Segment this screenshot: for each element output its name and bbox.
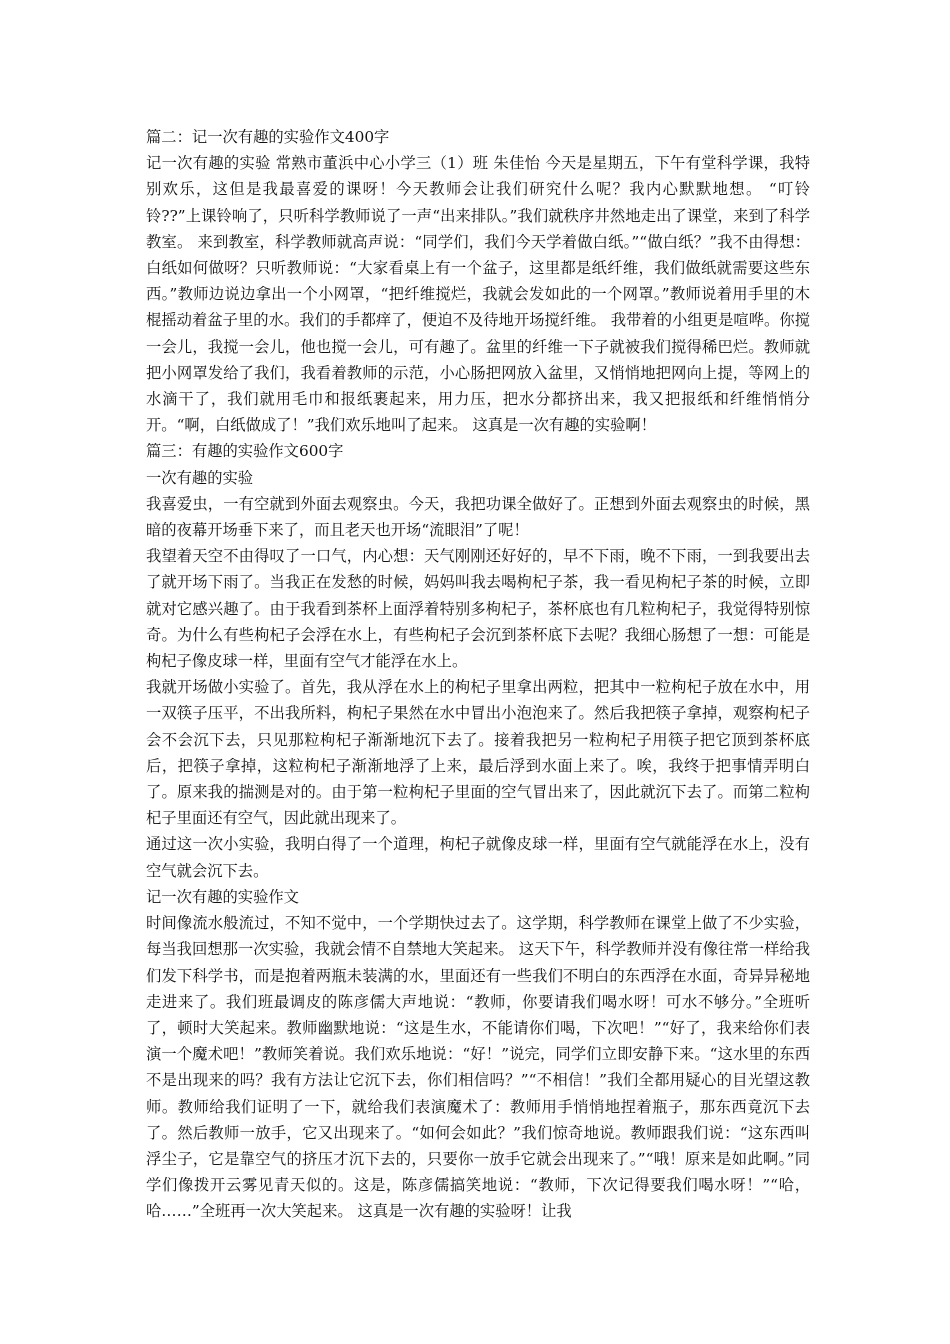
essay-3-paragraph-2: 我望着天空不由得叹了一口气，内心想：天气刚刚还好好的，早不下雨，晚不下雨，一到我要出去了就开场下雨了。当我正在发愁的时候，妈妈叫我去喝枸杞子茶，我一看见枸杞子茶的时候，立即就对它感兴趣了。由于我看到茶杯上面浮着特别多枸杞子，茶杯底也有几粒枸杞子，我觉得特别惊奇。为什么有些枸杞子会浮在水上，有些枸杞子会沉到茶杯底下去呢？我细心肠想了一想：可能是枸杞子像皮球一样，里面有空气才能浮在水上。 — [146, 547, 810, 671]
section-heading-2: 篇二：记一次有趣的实验作文400字 — [146, 128, 390, 146]
document-body — [146, 124, 810, 1225]
essay-3-title: 一次有趣的实验 — [146, 468, 254, 487]
essay-3-paragraph-4: 通过这一次小实验，我明白得了一个道理，枸杞子就像皮球一样，里面有空气就能浮在水上，没有空气就会沉下去。 — [146, 835, 810, 880]
essay-4-paragraph: 时间像流水般流过，不知不觉中，一个学期快过去了。这学期，科学教师在课堂上做了不少实验，每当我回想那一次实验，我就会情不自禁地大笑起来。 这天下午，科学教师并没有像往常一样给我们发下科学书，而是抱着两瓶未装满的水，里面还有一些我们不明白的东西浮在水面，奇异异秘地走进来了。我们班最调皮的陈彦儒大声地说：“教师，你要请我们喝水呀！可水不够分。”全班听了，顿时大笑起来。教师幽默地说：“这是生水，不能请你们喝，下次吧！”“好了，我来给你们表演一个魔术吧！”教师笑着说。我们欢乐地说：“好！”说完，同学们立即安静下来。“这水里的东西不是出现来的吗？我有方法让它沉下去，你们相信吗？”“不相信！”我们全都用疑心的目光望这教师。教师给我们证明了一下，就给我们表演魔术了：教师用手悄悄地捏着瓶子，那东西竟沉下去了。然后教师一放手，它又出现来了。“如何会如此？”我们惊奇地说。教师跟我们说：“这东西叫浮尘子，它是靠空气的挤压才沉下去的，只要你一放手它就会出现来了。”“哦！原来是如此啊。”同学们像拨开云雾见青天似的。这是，陈彦儒搞笑地说：“教师，下次记得要我们喝水呀！”“哈，哈……”全班再一次大笑起来。 这真是一次有趣的实验呀！让我 — [146, 914, 810, 1221]
essay-4-title: 记一次有趣的实验作文 — [146, 887, 299, 906]
essay-2-paragraph: 记一次有趣的实验 常熟市董浜中心小学三（1）班 朱佳怡 今天是星期五，下午有堂科学课，我特别欢乐，这但是我最喜爱的课呀！今天教师会让我们研究什么呢？我内心默默地想。 “叮铃铃??”上课铃响了，只听科学教师说了一声“出来排队。”我们就秩序井然地走出了课堂，来到了科学教室。 来到教室，科学教师就高声说：“同学们，我们今天学着做白纸。”“做白纸？”我不由得想：白纸如何做呀？只听教师说：“大家看桌上有一个盆子，这里都是纸纤维，我们做纸就需要这些东西。”教师边说边拿出一个小网罩，“把纤维搅烂，我就会发如此的一个网罩。”教师说着用手里的木棍摇动着盆子里的水。我们的手都痒了，便迫不及待地开场搅纤维。 我带着的小组更是喧哗。你搅一会儿，我搅一会儿，他也搅一会儿，可有趣了。盆里的纤维一下子就被我们搅得稀巴烂。教师就把小网罩发给了我们，我看着教师的示范，小心肠把网放入盆里，又悄悄地把网向上提，等网上的水滴干了，我们就用毛巾和报纸裹起来，用力压，把水分都挤出来，我又把报纸和纤维悄悄分开。“啊，白纸做成了！”我们欢乐地叫了起来。 这真是一次有趣的实验啊！ — [146, 154, 810, 435]
section-heading-3: 篇三：有趣的实验作文600字 — [146, 442, 344, 461]
essay-3-paragraph-1: 我喜爱虫，一有空就到外面去观察虫。今天，我把功课全做好了。正想到外面去观察虫的时候，黑暗的夜幕开场垂下来了，而且老天也开场“流眼泪”了呢！ — [146, 494, 810, 540]
essay-3-paragraph-3: 我就开场做小实验了。首先，我从浮在水上的枸杞子里拿出两粒，把其中一粒枸杞子放在水中，用一双筷子压平，不出我所料，枸杞子果然在水中冒出小泡泡来了。然后我把筷子拿掉，观察枸杞子会不会沉下去，只见那粒枸杞子渐渐地沉下去了。接着我把另一粒枸杞子用筷子把它顶到茶杯底后，把筷子拿掉，这粒枸杞子渐渐地浮了上来，最后浮到水面上来了。唉，我终于把事情弄明白了。原来我的揣测是对的。由于第一粒枸杞子里面的空气冒出来了，因此就沉下去了。而第二粒枸杞子里面还有空气，因此就出现来了。 — [146, 678, 810, 828]
